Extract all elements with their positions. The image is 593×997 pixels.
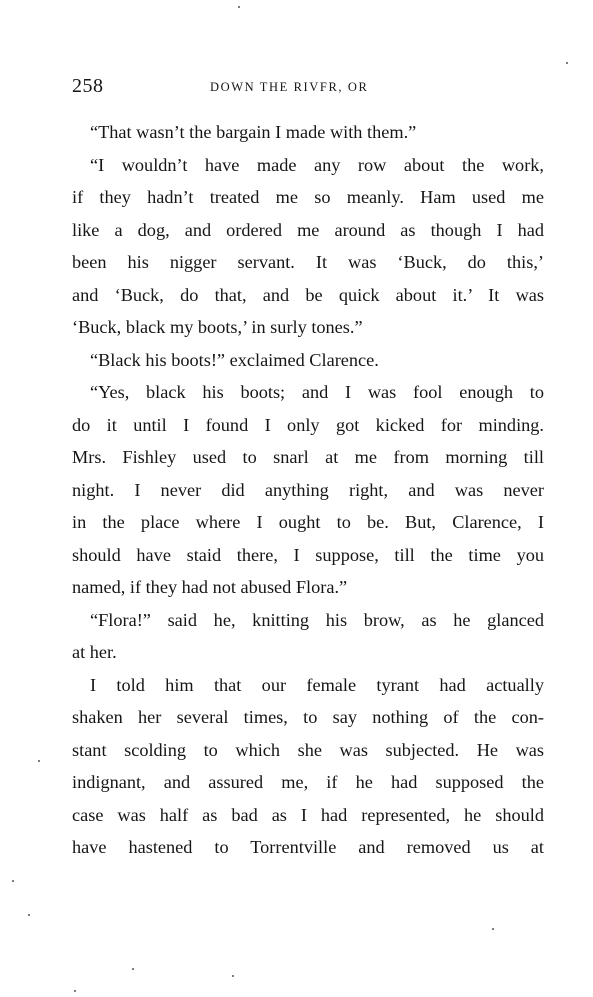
print-speck xyxy=(238,6,240,8)
text-line: and ‘Buck, do that, and be quick about it.’ It was xyxy=(72,284,544,305)
text-line: case was half as bad as I had represented, he should xyxy=(72,804,544,825)
text-line: I told him that our female tyrant had actually xyxy=(90,674,544,695)
text-line: “Black his boots!” exclaimed Clarence. xyxy=(90,349,379,370)
body-text xyxy=(72,116,544,864)
print-speck xyxy=(492,928,494,930)
text-line: at her. xyxy=(72,642,117,662)
text-line: shaken her several times, to say nothing of the con- xyxy=(72,707,544,727)
page-header xyxy=(72,72,544,100)
text-line: “Yes, black his boots; and I was fool enough to xyxy=(90,382,544,402)
text-line: like a dog, and ordered me around as though I had xyxy=(72,219,544,240)
print-speck xyxy=(28,914,30,916)
text-line: “That wasn’t the bargain I made with them.” xyxy=(90,122,417,142)
text-line: “Flora!” said he, knitting his brow, as he glanced xyxy=(90,609,544,630)
text-line: should have staid there, I suppose, till the time you xyxy=(72,544,544,565)
text-line: indignant, and assured me, if he had supposed the xyxy=(72,772,544,792)
print-speck xyxy=(232,975,234,977)
text-line: night. I never did anything right, and was never xyxy=(72,479,544,500)
text-line: have hastened to Torrentville and removed us at xyxy=(72,837,544,857)
text-line: do it until I found I only got kicked for minding. xyxy=(72,414,544,435)
print-speck xyxy=(566,62,568,64)
text-line: in the place where I ought to be. But, Clarence, I xyxy=(72,512,544,532)
print-speck xyxy=(74,990,76,992)
text-line: stant scolding to which she was subjected. He was xyxy=(72,739,544,760)
print-speck xyxy=(12,880,14,882)
running-head: DOWN THE RIVFR, OR xyxy=(210,80,369,94)
print-speck xyxy=(132,968,134,970)
page-number: 258 xyxy=(72,75,104,97)
text-line: ‘Buck, black my boots,’ in surly tones.” xyxy=(72,317,363,337)
text-line: if they hadn’t treated me so meanly. Ham used me xyxy=(72,187,544,207)
text-line: Mrs. Fishley used to snarl at me from morning till xyxy=(72,447,544,467)
text-line: named, if they had not abused Flora.” xyxy=(72,577,348,597)
text-line: “I wouldn’t have made any row about the work, xyxy=(90,154,544,175)
print-speck xyxy=(38,760,40,762)
text-line: been his nigger servant. It was ‘Buck, do this,’ xyxy=(72,252,544,272)
